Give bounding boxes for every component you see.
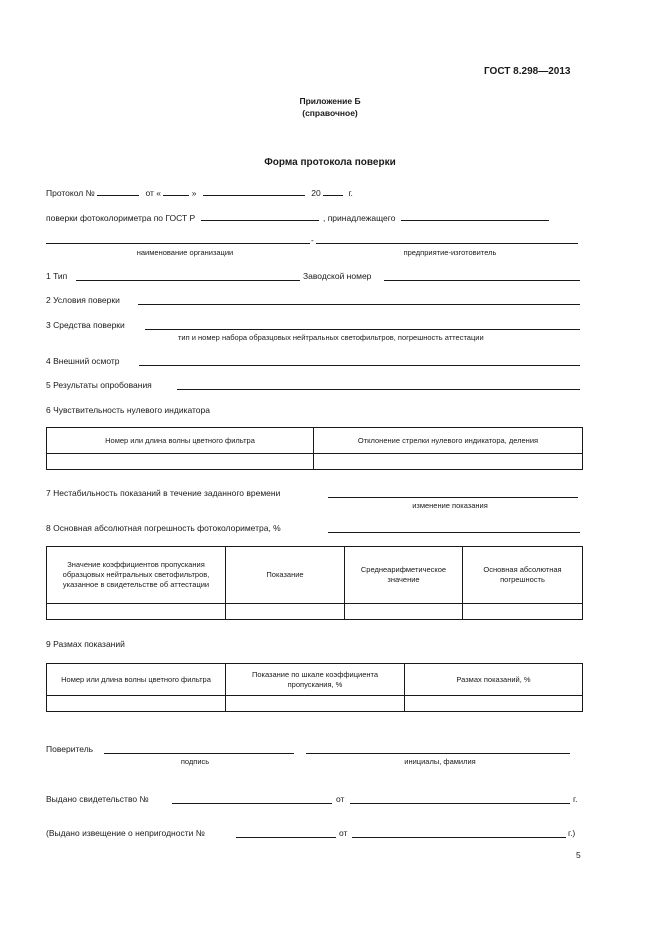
protocol-year-suffix: г.	[348, 188, 353, 198]
signature-blank	[104, 753, 294, 754]
protocol-number-blank	[97, 186, 139, 196]
verifier-label: Поверитель	[46, 744, 94, 754]
protocol-quote-close: »	[191, 188, 197, 198]
error-cell[interactable]	[463, 604, 583, 620]
notice-number-blank	[236, 837, 336, 838]
organization-blank	[46, 243, 310, 244]
range-cell[interactable]	[405, 696, 583, 712]
item-conditions-label: 2 Условия поверки	[46, 295, 120, 305]
testing-blank	[177, 389, 580, 390]
org-maker-dash: -	[311, 235, 314, 245]
manufacturer-blank	[316, 243, 578, 244]
appendix-title: Приложение Б	[299, 96, 361, 106]
notice-date-blank	[352, 837, 566, 838]
protocol-from-label: от «	[145, 188, 161, 198]
protocol-month-blank	[203, 186, 305, 196]
means-caption: тип и номер набора образцовых нейтральных светофильтров, погрешность аттестации	[178, 333, 484, 342]
notice-label: (Выдано извещение о непригодности №	[46, 828, 205, 838]
error-cell[interactable]	[226, 604, 345, 620]
protocol-day-blank	[163, 186, 189, 196]
item-range-label: 9 Размах показаний	[46, 639, 125, 649]
range-table	[46, 663, 583, 712]
form-title: Форма протокола поверки	[264, 157, 396, 168]
type-blank	[76, 280, 300, 281]
range-header-spread: Размах показаний, %	[405, 664, 583, 696]
conditions-blank	[138, 304, 580, 305]
sensitivity-table	[46, 427, 583, 470]
means-blank	[145, 329, 580, 330]
error-cell[interactable]	[345, 604, 463, 620]
certificate-from-label: от	[336, 794, 345, 804]
manufacturer-caption: предприятие-изготовитель	[403, 248, 497, 257]
notice-end: г.)	[568, 828, 576, 838]
sensitivity-cell[interactable]	[314, 454, 583, 470]
sensitivity-header-filter: Номер или длина волны цветного фильтра	[47, 428, 314, 454]
protocol-year-prefix: 20	[311, 188, 321, 198]
certificate-date-blank	[350, 803, 570, 804]
item-testing-label: 5 Результаты опробования	[46, 380, 152, 390]
certificate-number-blank	[172, 803, 332, 804]
certificate-year-suffix: г.	[573, 794, 578, 804]
protocol-label: Протокол №	[46, 188, 95, 198]
gost-number-blank	[201, 211, 319, 221]
verification-line	[46, 211, 549, 223]
appendix-note: (справочное)	[302, 108, 358, 118]
name-caption: инициалы, фамилия	[404, 757, 476, 766]
error-header-reading: Показание	[226, 547, 345, 604]
item-means-label: 3 Средства поверки	[46, 320, 125, 330]
error-blank	[328, 532, 580, 533]
signature-caption: подпись	[180, 757, 210, 766]
range-cell[interactable]	[47, 696, 226, 712]
name-blank	[306, 753, 570, 754]
owner-blank	[401, 211, 549, 221]
page-number: 5	[576, 850, 581, 860]
instability-blank	[328, 497, 578, 498]
error-table	[46, 546, 583, 620]
item-type-label: 1 Тип	[46, 271, 68, 281]
verification-label: поверки фотоколориметра по ГОСТ Р	[46, 213, 196, 223]
error-header-abs-error: Основная абсолютная погрешность	[463, 547, 583, 604]
sensitivity-header-deviation: Отклонение стрелки нулевого индикатора, деления	[314, 428, 583, 454]
instability-caption: изменение показания	[412, 501, 488, 510]
belonging-label: , принадлежащего	[322, 213, 396, 223]
organization-caption: наименование организации	[136, 248, 234, 257]
range-header-reading: Показание по шкале коэффициента пропускания, %	[226, 664, 405, 696]
error-header-mean: Среднеарифметическое значение	[345, 547, 463, 604]
item-inspection-label: 4 Внешний осмотр	[46, 356, 120, 366]
error-header-coefficients: Значение коэффициентов пропускания образцовых нейтральных светофильтров, указанное в свидетельстве об аттестации	[47, 547, 226, 604]
error-cell[interactable]	[47, 604, 226, 620]
protocol-line	[46, 186, 353, 198]
certificate-label: Выдано свидетельство №	[46, 794, 149, 804]
item-sensitivity-label: 6 Чувствительность нулевого индикатора	[46, 405, 210, 415]
standard-number: ГОСТ 8.298—2013	[484, 66, 571, 77]
item-instability-label: 7 Нестабильность показаний в течение заданного времени	[46, 488, 281, 498]
inspection-blank	[139, 365, 580, 366]
range-cell[interactable]	[226, 696, 405, 712]
protocol-year-blank	[323, 186, 343, 196]
range-header-filter: Номер или длина волны цветного фильтра	[47, 664, 226, 696]
serial-blank	[384, 280, 580, 281]
serial-label: Заводской номер	[303, 271, 372, 281]
notice-from-label: от	[339, 828, 348, 838]
item-error-label: 8 Основная абсолютная погрешность фотоколориметра, %	[46, 523, 281, 533]
sensitivity-cell[interactable]	[47, 454, 314, 470]
